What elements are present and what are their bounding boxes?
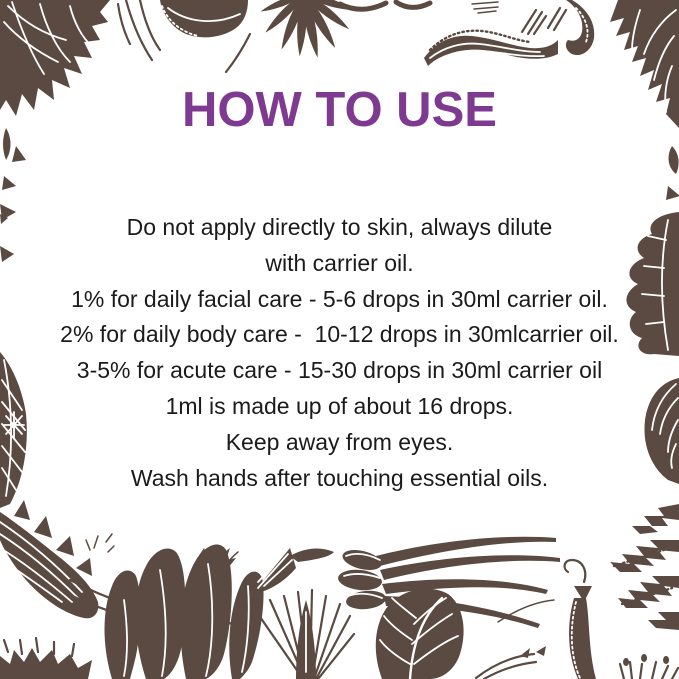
spiky-leaf-icon — [0, 500, 240, 634]
big-leaf-icon — [376, 589, 464, 679]
instruction-line: Wash hands after touching essential oils. — [130, 464, 549, 491]
instruction-line: with carrier oil. — [265, 249, 414, 276]
slash-marks-icon — [522, 8, 566, 34]
instruction-line: 1ml is made up of about 16 drops. — [165, 392, 514, 419]
instruction-line: 2% for daily body care - 10-12 drops in 30mlcarrier oil. — [60, 321, 619, 348]
grass-stalks-icon — [118, 0, 160, 60]
bottom-sprigs-icon — [476, 600, 554, 679]
scallions-icon — [337, 537, 560, 628]
leaf-cluster-icon — [105, 544, 264, 679]
pine-tuft-icon — [258, 590, 354, 679]
corner-tufts-right-icon — [620, 654, 678, 679]
instruction-line: Keep away from eyes. — [225, 428, 454, 455]
wavy-pods-icon — [340, 2, 498, 13]
usage-instructions — [0, 210, 679, 496]
wave-shell-icon — [424, 31, 558, 66]
fern-sprig-icon — [252, 548, 334, 594]
instruction-line: Do not apply directly to skin, always dilute — [126, 214, 553, 240]
round-leaf-icon — [160, 0, 250, 72]
hook-pod-icon — [566, 0, 594, 55]
page-title: HOW TO USE — [182, 83, 497, 137]
chili-pepper-icon — [565, 560, 596, 679]
instruction-line: 3-5% for acute care - 15-30 drops in 30ml carrier oil — [76, 357, 603, 384]
jagged-leaves-icon — [610, 504, 679, 630]
instruction-line: 1% for daily facial care - 5-6 drops in 30ml carrier oil. — [71, 285, 608, 312]
palm-frond-icon — [259, 0, 354, 59]
corner-tufts-left-icon — [0, 638, 92, 679]
